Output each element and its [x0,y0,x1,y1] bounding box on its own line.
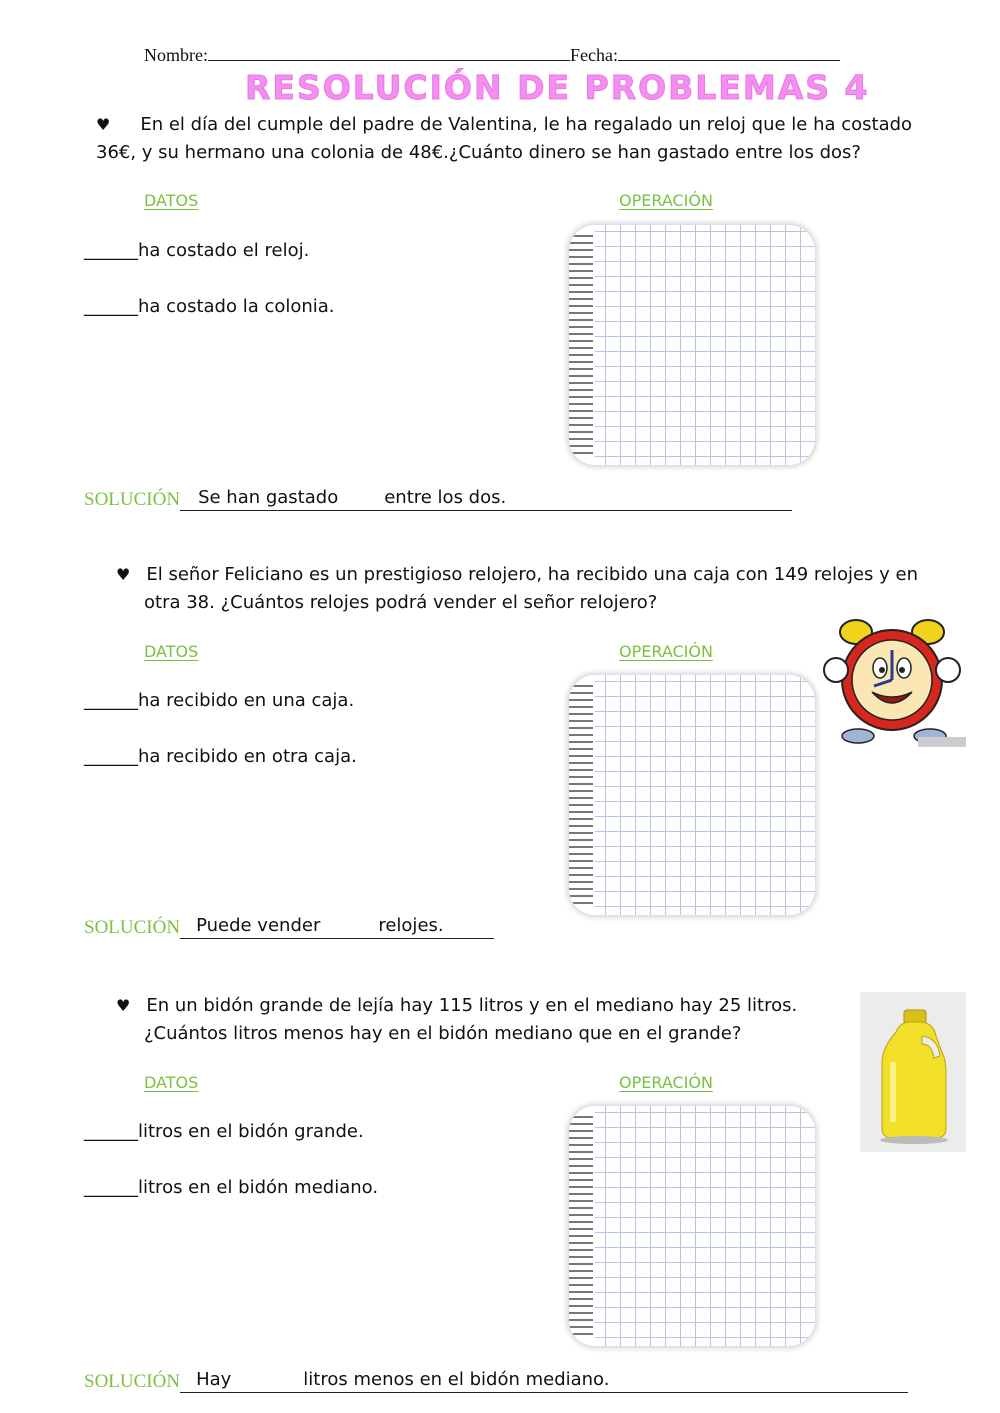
spiral-icon [569,685,593,905]
spiral-icon [569,235,593,455]
dato-text: litros en el bidón grande. [138,1121,364,1142]
fecha-field[interactable] [618,44,840,61]
problem-1-operation-notebook[interactable] [569,225,815,465]
heart-icon: ♥ [96,115,111,134]
dato-blank[interactable]: ______ [84,240,138,261]
header [144,44,840,66]
problem-1-solucion [84,486,792,511]
problem-2-dato-2 [84,746,357,767]
solucion-text-1: Se han gastado [198,487,339,508]
dato-blank[interactable]: ______ [84,1121,138,1142]
problem-3-dato-2 [84,1177,378,1198]
problem-2-operation-notebook[interactable] [569,675,815,915]
problem-3-datos-label: DATOS [144,1073,199,1092]
problem-3-solucion [84,1368,908,1393]
problem-2-dato-1 [84,690,354,711]
problem-2-solucion [84,914,494,939]
bleach-bottle-icon [860,992,966,1152]
problem-2-operacion-label: OPERACIÓN [619,642,713,661]
solucion-line[interactable] [180,486,792,511]
spiral-icon [569,1116,593,1336]
solucion-label: SOLUCIÓN [84,489,181,510]
solucion-text-2: entre los dos. [384,487,507,508]
problem-2-line2: otra 38. ¿Cuántos relojes podrá vender el señor relojero? [144,592,658,613]
problem-3-dato-1 [84,1121,364,1142]
problem-3-line1: En un bidón grande de lejía hay 115 litros y en el mediano hay 25 litros. [146,995,798,1016]
problem-2-text [116,561,976,617]
dato-text: ha recibido en una caja. [138,690,355,711]
solucion-line[interactable] [180,1368,908,1393]
dato-blank[interactable]: ______ [84,746,138,767]
problem-1-line2: 36€, y su hermano una colonia de 48€.¿Cuánto dinero se han gastado entre los dos? [96,142,861,163]
problem-2-datos-label: DATOS [144,642,199,661]
dato-blank[interactable]: ______ [84,296,138,317]
dato-blank[interactable]: ______ [84,690,138,711]
problem-3-operation-notebook[interactable] [569,1106,815,1346]
problem-1-line1: En el día del cumple del padre de Valentina, le ha regalado un reloj que le ha costado [140,114,913,135]
alarm-clock-icon [822,610,968,750]
problem-1-dato-1 [84,240,309,261]
nombre-label: Nombre: [144,45,208,65]
problem-3-operacion-label: OPERACIÓN [619,1073,713,1092]
page-title: RESOLUCIÓN DE PROBLEMAS 4 [245,68,870,107]
dato-text: ha recibido en otra caja. [138,746,357,767]
dato-text: litros en el bidón mediano. [138,1177,379,1198]
solucion-line[interactable] [180,914,494,939]
solucion-text-1: Puede vender [196,915,321,936]
heart-icon: ♥ [116,996,131,1015]
fecha-label: Fecha: [569,45,618,65]
dato-text: ha costado el reloj. [138,240,310,261]
dato-blank[interactable]: ______ [84,1177,138,1198]
problem-3-line2: ¿Cuántos litros menos hay en el bidón mediano que en el grande? [144,1023,742,1044]
problem-1-operacion-label: OPERACIÓN [619,191,713,210]
solucion-text-1: Hay [196,1369,232,1390]
solucion-label: SOLUCIÓN [84,1371,181,1392]
solucion-text-2: relojes. [378,915,444,936]
dato-text: ha costado la colonia. [138,296,335,317]
solucion-label: SOLUCIÓN [84,917,181,938]
problem-2-line1: El señor Feliciano es un prestigioso relojero, ha recibido una caja con 149 relojes y en [146,564,918,585]
problem-1-text [96,111,976,167]
nombre-field[interactable] [208,44,570,61]
problem-1-datos-label: DATOS [144,191,199,210]
problem-3-text [116,992,856,1048]
problem-1-dato-2 [84,296,335,317]
solucion-text-2: litros menos en el bidón mediano. [303,1369,610,1390]
heart-icon: ♥ [116,565,131,584]
